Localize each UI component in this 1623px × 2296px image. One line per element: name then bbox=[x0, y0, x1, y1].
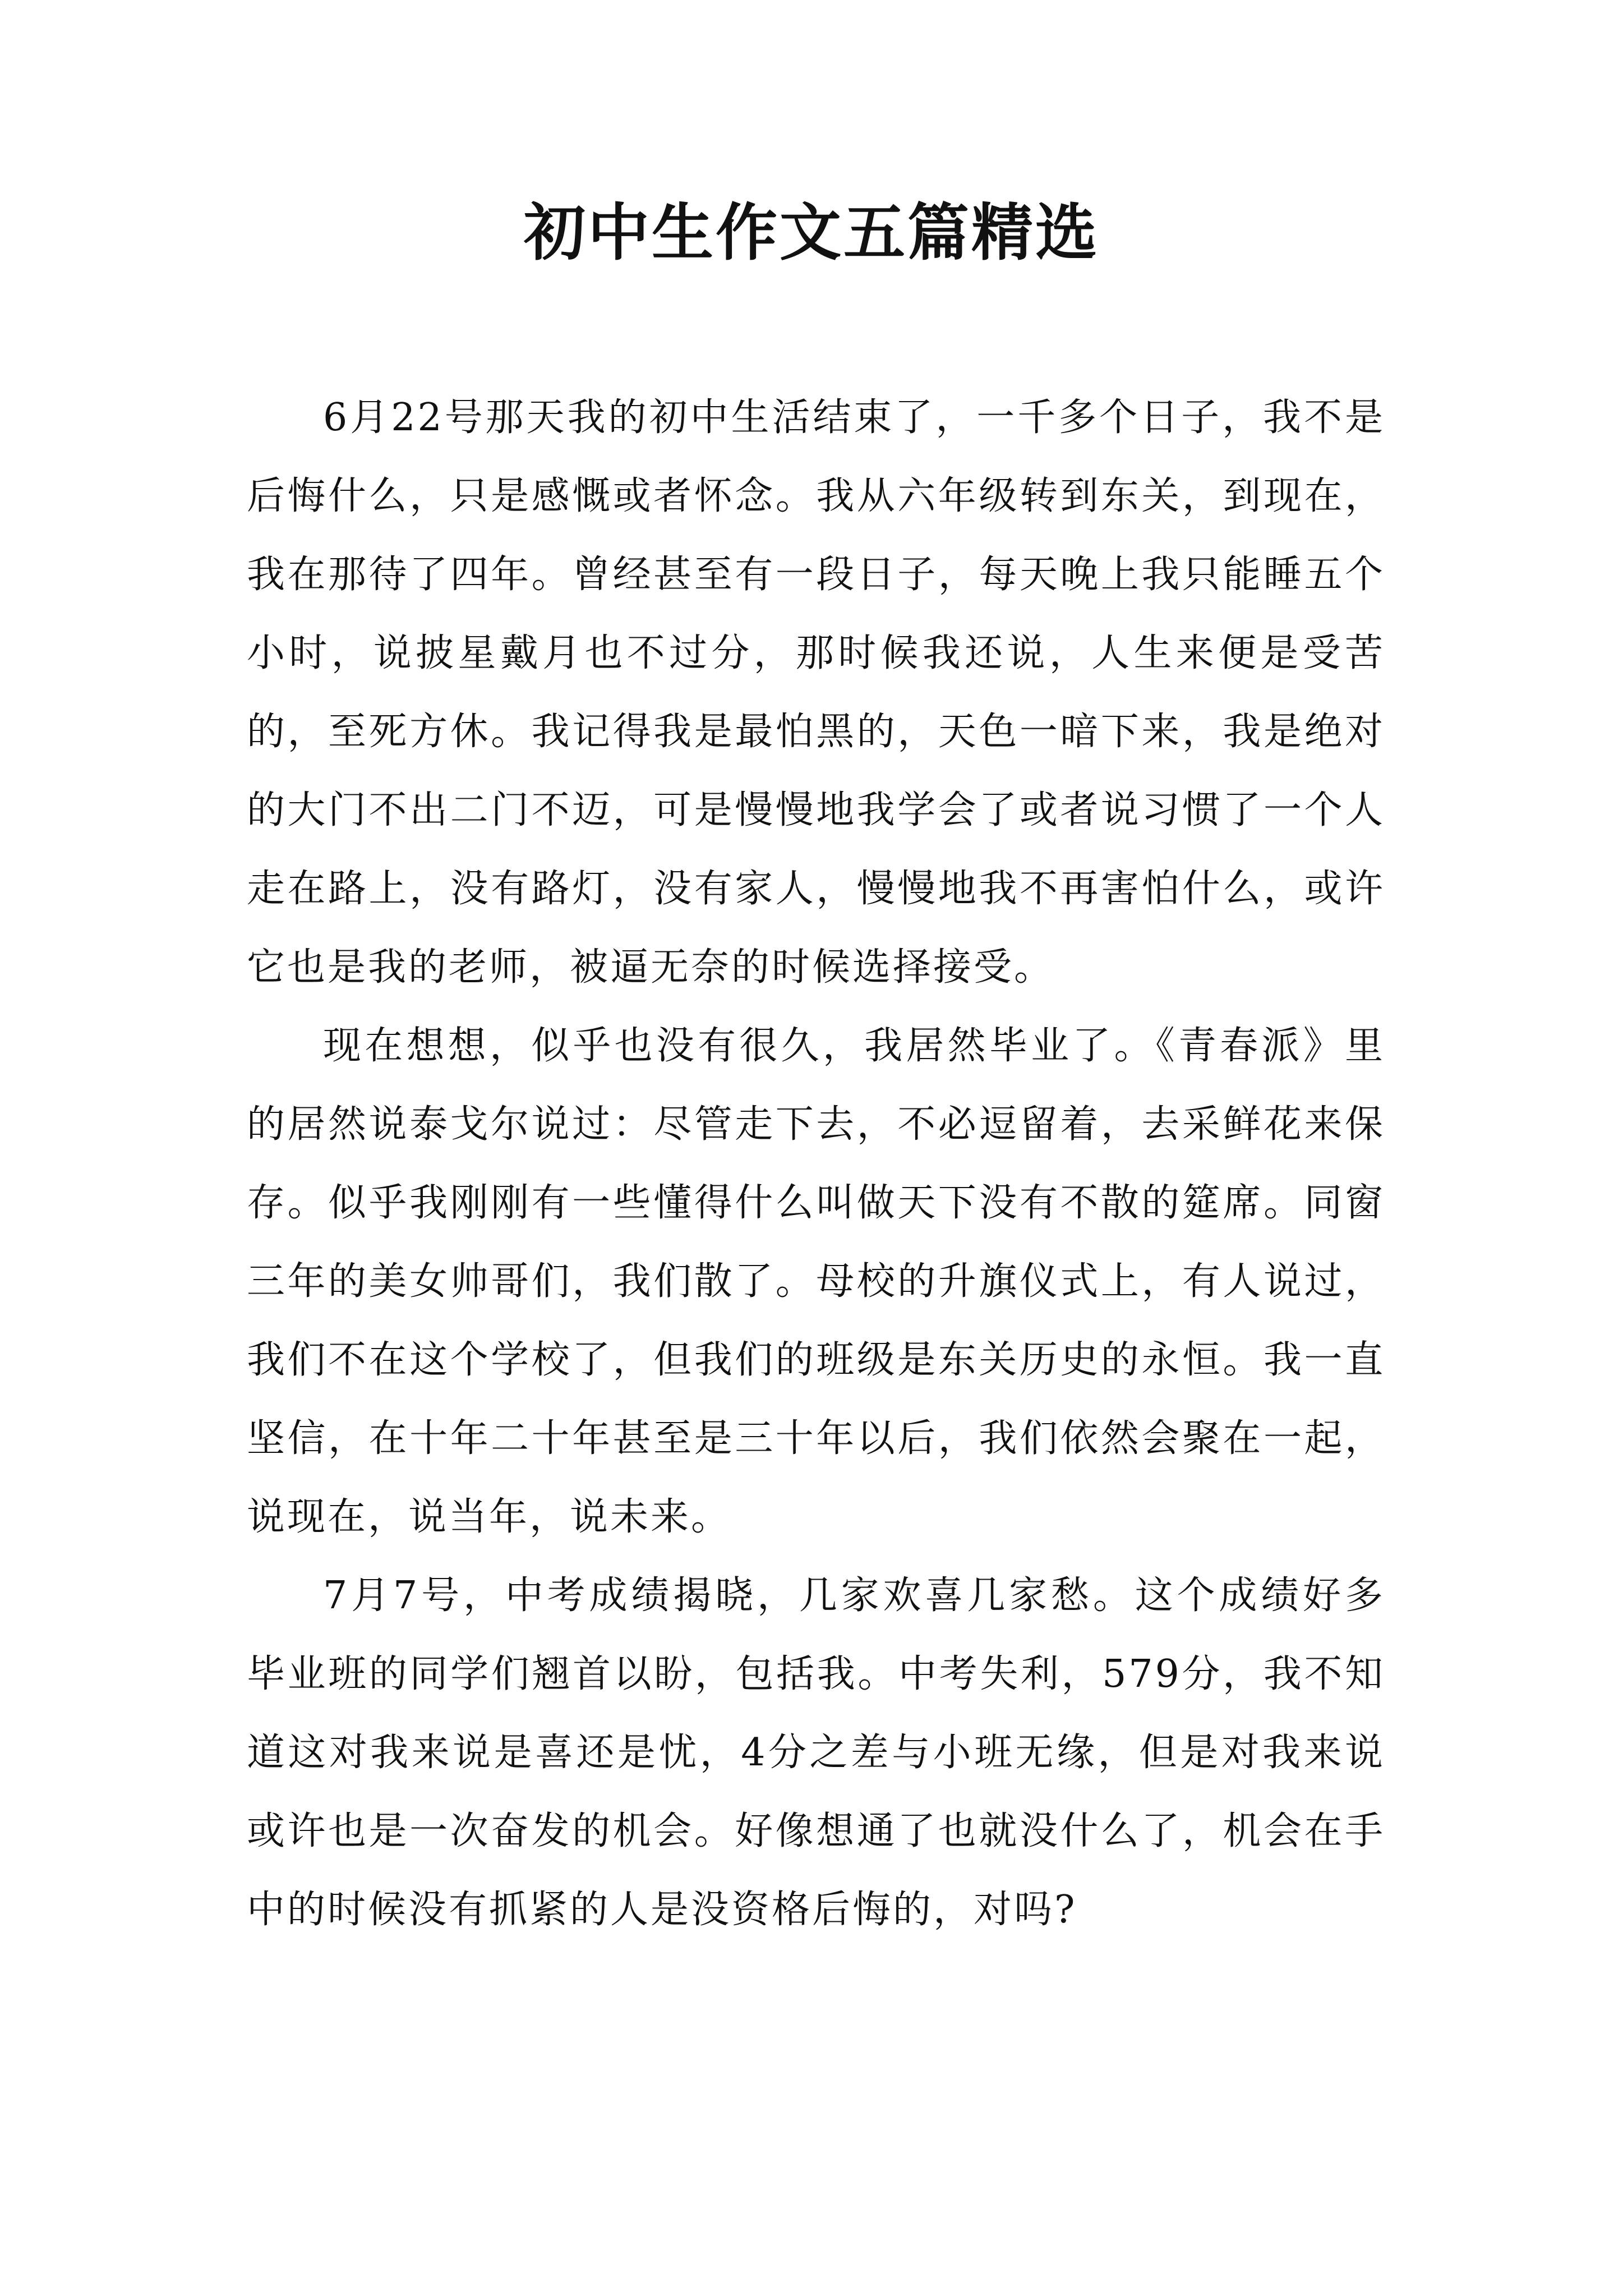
paragraph: 现在想想，似乎也没有很久，我居然毕业了。《青春派》里的居然说泰戈尔说过：尽管走下去，不必逗留着，去采鲜花来保存。似乎我刚刚有一些懂得什么叫做天下没有不散的筵席。同窗三年的美女帅哥们，我们散了。母校的升旗仪式上，有人说过，我们不在这个学校了，但我们的班级是东关历史的永恒。我一直坚信，在十年二十年甚至是三十年以后，我们依然会聚在一起，说现在，说当年，说未来。 bbox=[247, 1024, 1385, 1539]
document-title: 初中生作文五篇精选 bbox=[524, 196, 1099, 269]
paragraph: 7月7号，中考成绩揭晓，几家欢喜几家愁。这个成绩好多毕业班的同学们翘首以盼，包括我。中考失利，579分，我不知道这对我来说是喜还是忧，4分之差与小班无缘，但是对我来说或许也是一次奋发的机会。好像想通了也就没什么了，机会在手中的时候没有抓紧的人是没资格后悔的，对吗? bbox=[247, 1573, 1385, 1932]
document-body bbox=[247, 379, 1385, 1949]
paragraph: 6月22号那天我的初中生活结束了，一千多个日子，我不是后悔什么，只是感慨或者怀念。我从六年级转到东关，到现在，我在那待了四年。曾经甚至有一段日子，每天晚上我只能睡五个小时，说披星戴月也不过分，那时候我还说，人生来便是受苦的，至死方休。我记得我是最怕黑的，天色一暗下来，我是绝对的大门不出二门不迈，可是慢慢地我学会了或者说习惯了一个人走在路上，没有路灯，没有家人，慢慢地我不再害怕什么，或许它也是我的老师，被逼无奈的时候选择接受。 bbox=[247, 395, 1385, 990]
